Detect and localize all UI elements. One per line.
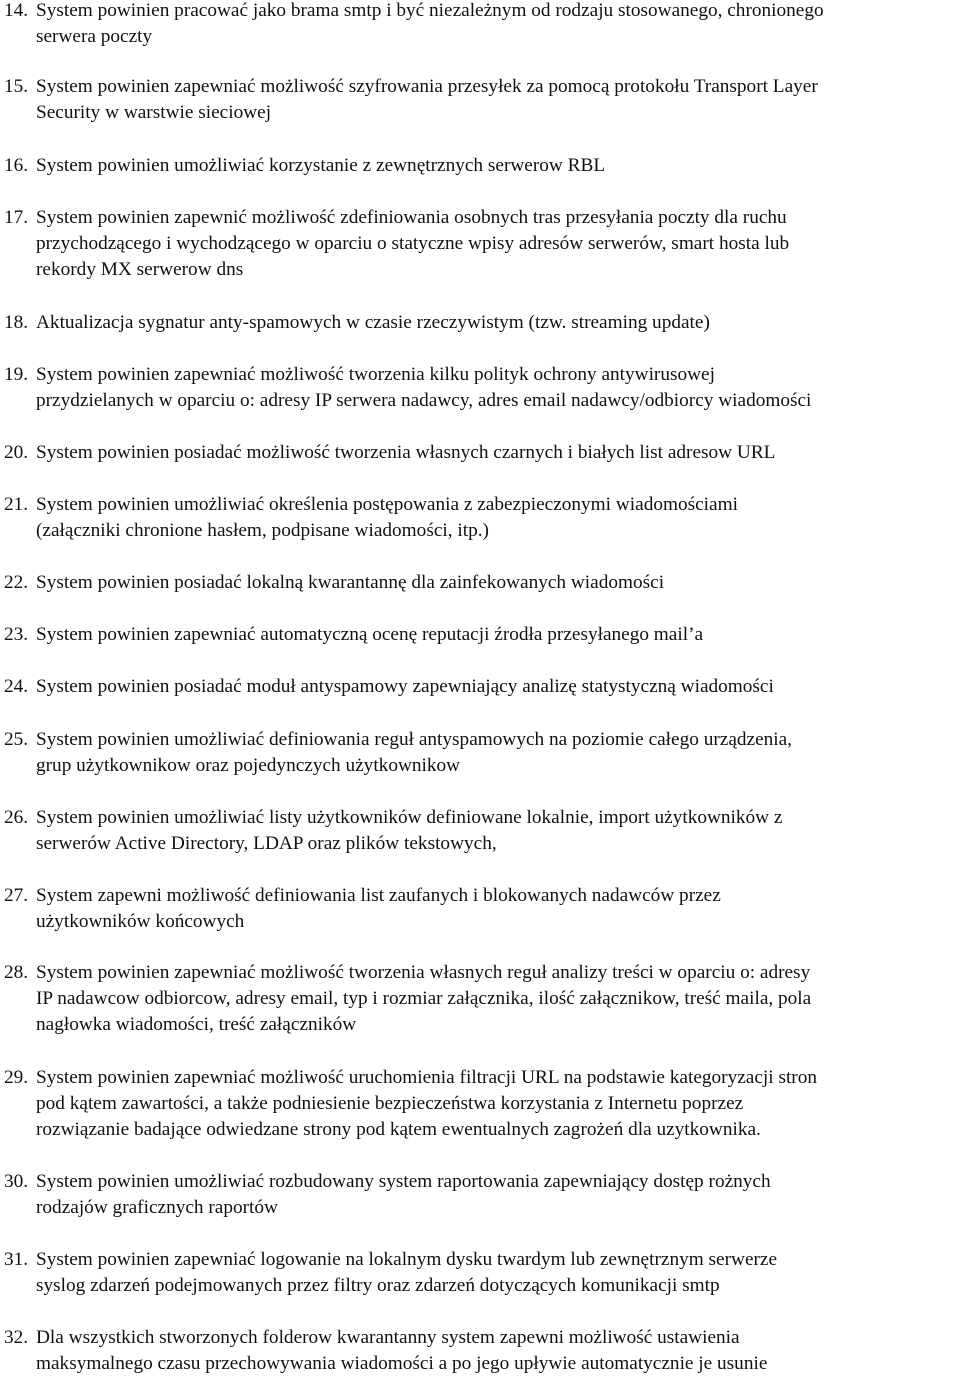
item-number: 24. — [4, 676, 29, 697]
list-item — [4, 0, 954, 50]
item-text: rekordy MX serwerow dns — [36, 259, 244, 280]
item-number: 21. — [4, 494, 29, 515]
item-text: System powinien zapewniać możliwość szyfrowania przesyłek za pomocą protokołu Transport Layer — [36, 76, 818, 97]
item-number: 20. — [4, 442, 29, 463]
list-item — [4, 1065, 954, 1143]
item-number: 17. — [4, 207, 29, 228]
item-text: przychodzącego i wychodzącego w oparciu o statyczne wpisy adresów serwerów, smart hosta lub — [36, 233, 790, 254]
item-number: 25. — [4, 729, 29, 750]
item-text: System powinien umożliwiać korzystanie z zewnętrznych serwerow RBL — [36, 155, 606, 176]
list-item — [4, 492, 954, 544]
item-text: System powinien pracować jako brama smtp i być niezależnym od rodzaju stosowanego, chronionego — [36, 0, 824, 21]
item-text: serwera poczty — [36, 26, 153, 47]
list-item — [4, 310, 954, 336]
item-text: użytkowników końcowych — [36, 911, 245, 932]
item-number: 15. — [4, 76, 29, 97]
item-text: grup użytkownikow oraz pojedynczych użytkownikow — [36, 755, 461, 776]
item-text: rozwiązanie badające odwiedzane strony pod kątem ewentualnych zagrożeń dla uzytkownika. — [36, 1119, 761, 1140]
item-text: System powinien posiadać moduł antyspamowy zapewniający analizę statystyczną wiadomości — [36, 676, 774, 697]
item-number: 28. — [4, 962, 29, 983]
item-number: 31. — [4, 1249, 29, 1270]
list-item — [4, 362, 954, 414]
item-text: System powinien posiadać możliwość tworzenia własnych czarnych i białych list adresow URL — [36, 442, 776, 463]
item-text: System powinien posiadać lokalną kwarantannę dla zainfekowanych wiadomości — [36, 572, 665, 593]
item-text: maksymalnego czasu przechowywania wiadomości a po jego upływie automatycznie je usunie — [36, 1353, 768, 1374]
item-text: System powinien umożliwiać listy użytkowników definiowane lokalnie, import użytkowników z — [36, 807, 783, 828]
item-number: 32. — [4, 1327, 29, 1348]
item-text: System powinien zapewniać możliwość tworzenia własnych reguł analizy treści w oparciu o: adresy — [36, 962, 811, 983]
list-item — [4, 570, 954, 596]
item-number: 27. — [4, 885, 29, 906]
item-text: System powinien zapewniać logowanie na lokalnym dysku twardym lub zewnętrznym serwerze — [36, 1249, 778, 1270]
item-text: System powinien zapewnić możliwość zdefiniowania osobnych tras przesyłania poczty dla ruchu — [36, 207, 787, 228]
item-number: 22. — [4, 572, 29, 593]
item-text: System powinien umożliwiać definiowania reguł antyspamowych na poziomie całego urządzenia, — [36, 729, 793, 750]
item-number: 29. — [4, 1067, 29, 1088]
item-text: Aktualizacja sygnatur anty-spamowych w czasie rzeczywistym (tzw. streaming update) — [36, 312, 710, 333]
list-item — [4, 440, 954, 466]
list-item — [4, 674, 954, 700]
item-number: 30. — [4, 1171, 29, 1192]
list-item — [4, 74, 954, 126]
item-text: System powinien zapewniać możliwość tworzenia kilku polityk ochrony antywirusowej — [36, 364, 715, 385]
item-text: pod kątem zawartości, a także podniesienie bezpieczeństwa korzystania z Internetu poprzez — [36, 1093, 744, 1114]
list-item — [4, 805, 954, 857]
item-text: System powinien umożliwiać rozbudowany system raportowania zapewniający dostęp rożnych — [36, 1171, 771, 1192]
list-item — [4, 622, 954, 648]
list-item — [4, 883, 954, 935]
item-number: 26. — [4, 807, 29, 828]
item-text: Dla wszystkich stworzonych folderow kwarantanny system zapewni możliwość ustawienia — [36, 1327, 740, 1348]
item-text: syslog zdarzeń podejmowanych przez filtry oraz zdarzeń dotyczących komunikacji smtp — [36, 1275, 720, 1296]
item-text: IP nadawcow odbiorcow, adresy email, typ i rozmiar załącznika, ilość załącznikow, treść maila, pola — [36, 988, 812, 1009]
list-item — [4, 205, 954, 283]
item-number: 18. — [4, 312, 29, 333]
item-text: rodzajów graficznych raportów — [36, 1197, 278, 1218]
item-text: serwerów Active Directory, LDAP oraz plików tekstowych, — [36, 833, 497, 854]
list-item — [4, 1169, 954, 1221]
item-text: (załączniki chronione hasłem, podpisane wiadomości, itp.) — [36, 520, 489, 541]
list-item — [4, 1247, 954, 1299]
item-text: System powinien zapewniać możliwość uruchomienia filtracji URL na podstawie kategoryzacji stron — [36, 1067, 818, 1088]
item-text: przydzielanych w oparciu o: adresy IP serwera nadawcy, adres email nadawcy/odbiorcy wiadomości — [36, 390, 812, 411]
item-text: System zapewni możliwość definiowania list zaufanych i blokowanych nadawców przez — [36, 885, 721, 906]
list-item — [4, 153, 954, 179]
item-number: 19. — [4, 364, 29, 385]
item-number: 16. — [4, 155, 29, 176]
item-number: 14. — [4, 0, 29, 21]
item-number: 23. — [4, 624, 29, 645]
item-text: System powinien umożliwiać określenia postępowania z zabezpieczonymi wiadomościami — [36, 494, 738, 515]
item-text: System powinien zapewniać automatyczną ocenę reputacji źrodła przesyłanego mail’a — [36, 624, 704, 645]
item-text: Security w warstwie sieciowej — [36, 102, 272, 123]
item-text: nagłowka wiadomości, treść załączników — [36, 1014, 357, 1035]
list-item — [4, 960, 954, 1038]
list-item — [4, 727, 954, 779]
list-item — [4, 1325, 954, 1377]
